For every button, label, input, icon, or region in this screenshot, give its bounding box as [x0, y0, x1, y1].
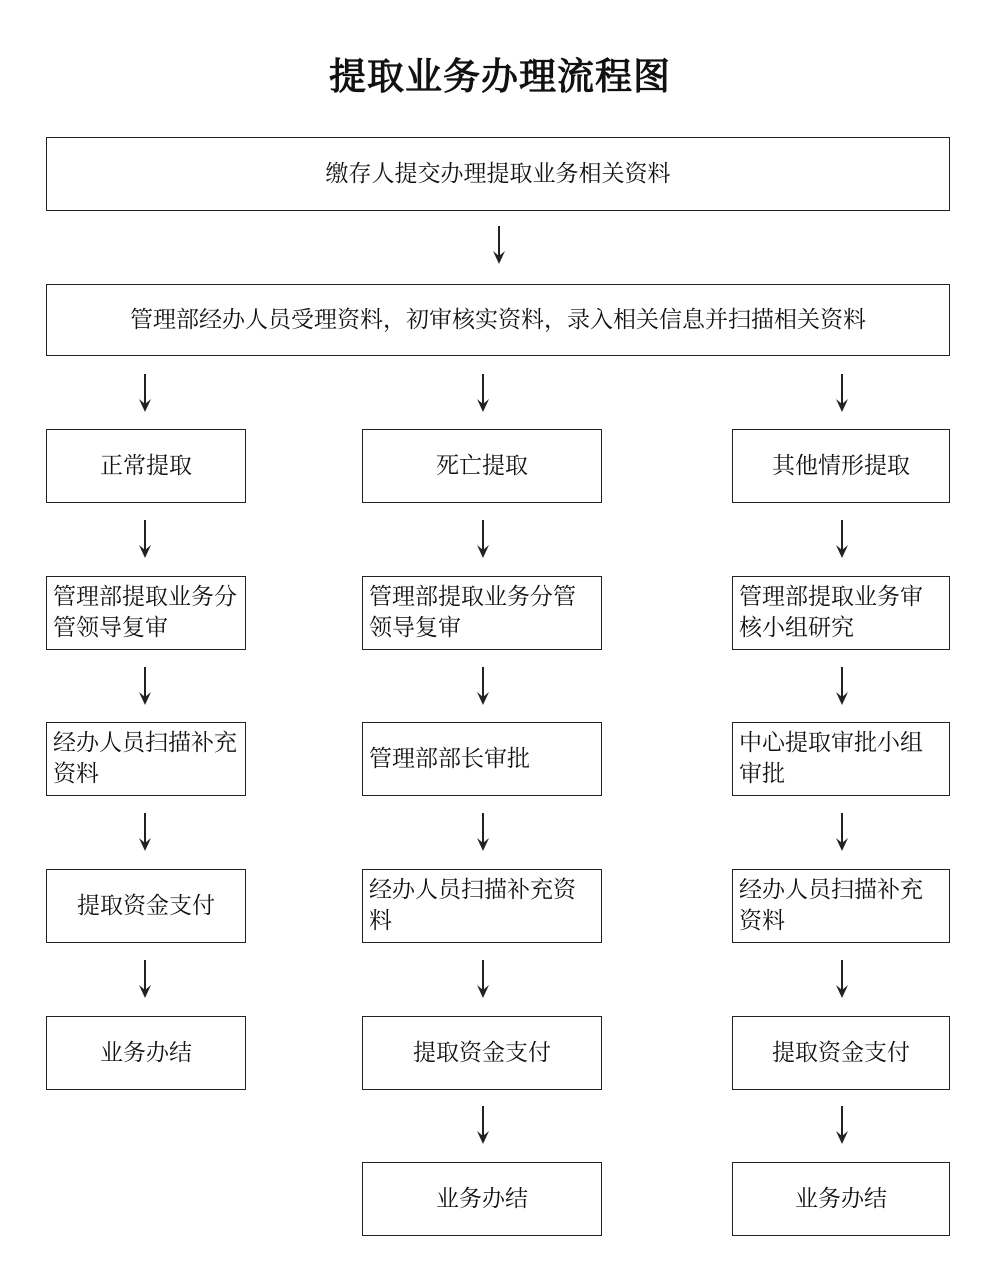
normal-step-3-text: 提取资金支付: [77, 892, 215, 919]
other-header: [732, 429, 950, 503]
normal-header-text: 正常提取: [100, 452, 192, 479]
arrow-down-icon: [492, 226, 506, 264]
normal-step-4: [46, 1016, 246, 1090]
arrow-down-icon: [138, 960, 152, 998]
arrow-down-icon: [835, 960, 849, 998]
other-step-5: [732, 1162, 950, 1236]
step-submit-materials: [46, 137, 950, 211]
other-header-text: 其他情形提取: [772, 452, 910, 479]
arrow-down-icon: [138, 520, 152, 558]
arrow-down-icon: [476, 1106, 490, 1144]
arrow-down-icon: [476, 667, 490, 705]
other-step-1: [732, 576, 950, 650]
death-header-text: 死亡提取: [436, 452, 528, 479]
other-step-3-text: 经办人员扫描补充资料: [739, 877, 923, 934]
step-accept-materials-text: 管理部经办人员受理资料，初审核实资料，录入相关信息并扫描相关资料: [130, 306, 866, 333]
arrow-down-icon: [835, 520, 849, 558]
step-accept-materials: [46, 284, 950, 356]
arrow-down-icon: [835, 813, 849, 851]
other-step-1-text: 管理部提取业务审核小组研究: [739, 584, 923, 641]
arrow-down-icon: [476, 813, 490, 851]
arrow-down-icon: [138, 813, 152, 851]
death-step-1-text: 管理部提取业务分管领导复审: [369, 584, 576, 641]
arrow-down-icon: [476, 960, 490, 998]
death-step-5-text: 业务办结: [436, 1185, 528, 1212]
arrow-down-icon: [476, 520, 490, 558]
normal-step-3: [46, 869, 246, 943]
other-step-5-text: 业务办结: [795, 1185, 887, 1212]
arrow-down-icon: [835, 374, 849, 412]
arrow-down-icon: [835, 1106, 849, 1144]
other-step-2-text: 中心提取审批小组审批: [739, 730, 923, 787]
death-step-2-text: 管理部部长审批: [369, 745, 530, 772]
other-step-3: [732, 869, 950, 943]
normal-step-2: [46, 722, 246, 796]
death-step-1: [362, 576, 602, 650]
step-submit-materials-text: 缴存人提交办理提取业务相关资料: [325, 160, 671, 187]
death-step-3: [362, 869, 602, 943]
death-step-4-text: 提取资金支付: [413, 1039, 551, 1066]
death-header: [362, 429, 602, 503]
death-step-2: [362, 722, 602, 796]
other-step-4-text: 提取资金支付: [772, 1039, 910, 1066]
death-step-4: [362, 1016, 602, 1090]
diagram-title: 提取业务办理流程图: [329, 55, 671, 98]
arrow-down-icon: [476, 374, 490, 412]
arrow-down-icon: [138, 667, 152, 705]
arrow-down-icon: [835, 667, 849, 705]
normal-step-1-text: 管理部提取业务分管领导复审: [53, 584, 237, 641]
other-step-4: [732, 1016, 950, 1090]
normal-step-1: [46, 576, 246, 650]
normal-step-4-text: 业务办结: [100, 1039, 192, 1066]
normal-step-2-text: 经办人员扫描补充资料: [53, 730, 237, 787]
other-step-2: [732, 722, 950, 796]
arrow-down-icon: [138, 374, 152, 412]
normal-header: [46, 429, 246, 503]
death-step-5: [362, 1162, 602, 1236]
death-step-3-text: 经办人员扫描补充资料: [369, 877, 576, 934]
